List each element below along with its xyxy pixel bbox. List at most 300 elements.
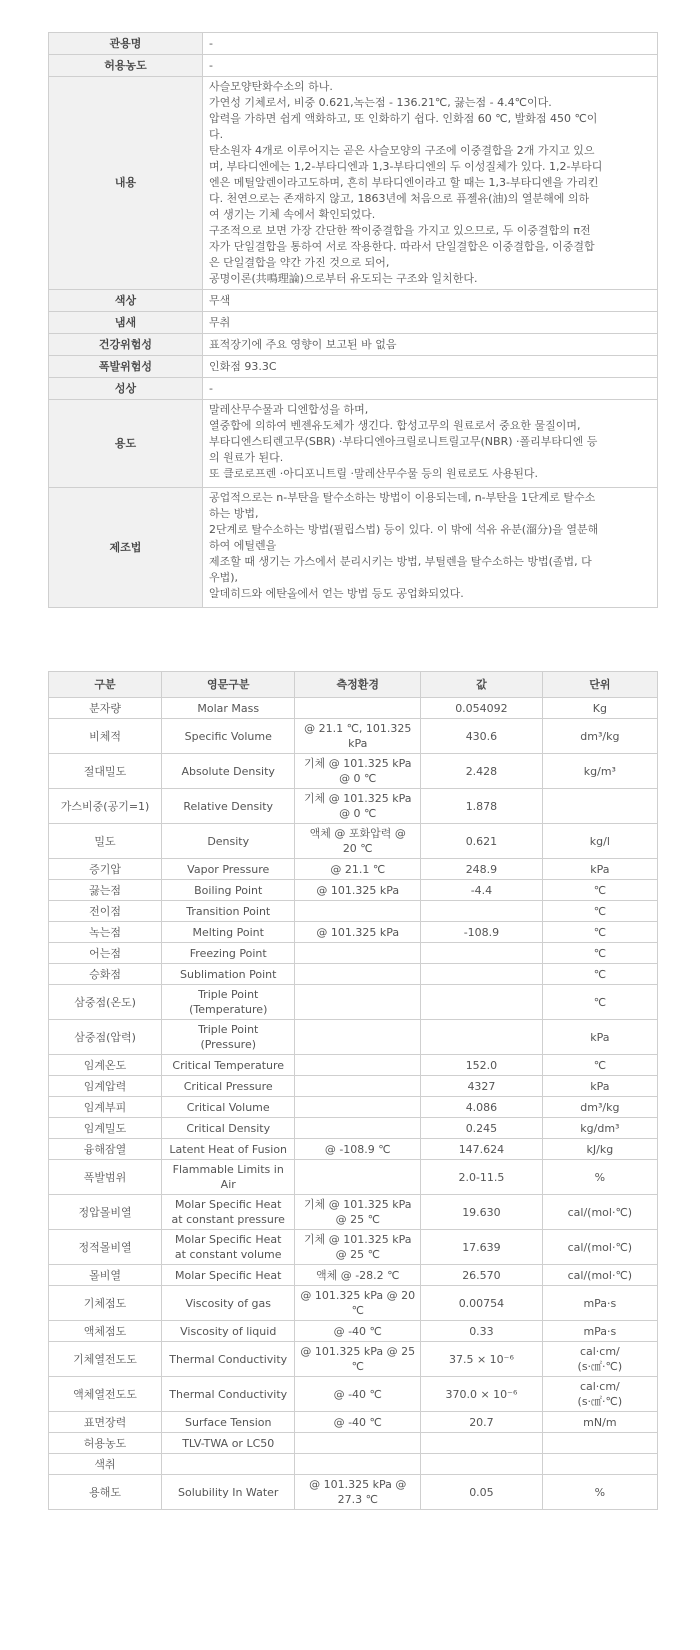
property-unit-line: mPa·s xyxy=(583,1324,617,1338)
property-value-line: 4.086 xyxy=(465,1100,498,1114)
property-korean-name: 전이점 xyxy=(49,901,162,922)
property-korean-name: 절대밀도 xyxy=(49,754,162,789)
property-condition xyxy=(295,1160,421,1195)
property-korean-name: 정압몰비열 xyxy=(49,1195,162,1230)
property-unit-line: ℃ xyxy=(593,883,607,897)
property-condition-line: @ 0 ℃ xyxy=(339,772,377,785)
property-row xyxy=(49,1097,658,1118)
property-english-name-line: Molar Mass xyxy=(197,701,260,715)
property-english-name-line: Triple Point xyxy=(198,988,259,1001)
property-unit-line: ℃ xyxy=(593,946,607,960)
info-value xyxy=(203,55,658,77)
property-english-name xyxy=(162,1265,295,1286)
property-english-name xyxy=(162,1433,295,1454)
property-english-name-line: Molar Specific Heat xyxy=(175,1233,282,1246)
property-unit xyxy=(542,1055,657,1076)
property-unit-line: % xyxy=(594,1485,606,1499)
property-row xyxy=(49,754,658,789)
info-line: 탄소원자 4개로 이루어지는 곧은 사슬모양의 구조에 이중결합을 2개 가지고 있으 xyxy=(209,144,595,157)
info-label: 건강위험성 xyxy=(49,334,203,356)
property-english-name-line: Viscosity of gas xyxy=(185,1296,271,1310)
property-row xyxy=(49,1377,658,1412)
property-english-name xyxy=(162,1020,295,1055)
property-value xyxy=(421,1342,543,1377)
property-unit xyxy=(542,1286,657,1321)
info-line: 다. 천연으로는 존재하지 않고, 1863년에 처음으로 퓨젤유(油)의 열분해에 의하 xyxy=(209,192,590,205)
property-table-body xyxy=(49,698,658,1510)
property-english-name-line: Triple Point xyxy=(198,1023,259,1036)
property-korean-name: 몰비열 xyxy=(49,1265,162,1286)
property-condition xyxy=(295,1230,421,1265)
info-value xyxy=(203,290,658,312)
property-condition xyxy=(295,1097,421,1118)
property-korean-name: 어는점 xyxy=(49,943,162,964)
property-value-line: 26.570 xyxy=(462,1268,501,1282)
info-value xyxy=(203,488,658,608)
property-condition-line: @ -40 ℃ xyxy=(333,1415,382,1429)
info-line: 며, 부타디엔에는 1,2-부타디엔과 1,3-부타디엔의 두 이성질체가 있다. 1,2-부타디 xyxy=(209,160,603,173)
property-row xyxy=(49,789,658,824)
property-english-name-line: Solubility In Water xyxy=(178,1485,279,1499)
property-english-name xyxy=(162,1412,295,1433)
info-line: - xyxy=(209,36,213,50)
header-unit: 단위 xyxy=(542,672,657,698)
property-condition xyxy=(295,1454,421,1475)
property-korean-name: 정적몰비열 xyxy=(49,1230,162,1265)
property-value xyxy=(421,922,543,943)
property-unit xyxy=(542,1195,657,1230)
header-condition: 측정환경 xyxy=(295,672,421,698)
info-table-body xyxy=(49,33,658,608)
property-english-name-line: Transition Point xyxy=(186,904,271,918)
info-row xyxy=(49,77,658,290)
property-condition xyxy=(295,1342,421,1377)
property-unit-line: kPa xyxy=(590,1079,610,1093)
property-korean-name: 폭발범위 xyxy=(49,1160,162,1195)
property-value-line: 17.639 xyxy=(462,1240,501,1254)
info-label: 내용 xyxy=(49,77,203,290)
property-korean-name: 색취 xyxy=(49,1454,162,1475)
property-english-name xyxy=(162,922,295,943)
property-condition-line: 액체 @ -28.2 ℃ xyxy=(315,1268,400,1282)
info-line: 무취 xyxy=(209,315,231,329)
property-unit-line: % xyxy=(594,1170,606,1184)
property-korean-name: 증기압 xyxy=(49,859,162,880)
info-row xyxy=(49,312,658,334)
property-condition-line: @ 101.325 kPa @ 20 xyxy=(300,1289,416,1302)
property-condition xyxy=(295,922,421,943)
property-english-name xyxy=(162,859,295,880)
property-row xyxy=(49,1118,658,1139)
property-value xyxy=(421,698,543,719)
property-header-row xyxy=(49,672,658,698)
property-korean-name: 녹는점 xyxy=(49,922,162,943)
property-unit-line: cal/(mol·℃) xyxy=(567,1205,633,1219)
property-english-name xyxy=(162,985,295,1020)
property-english-name-line: Molar Specific Heat xyxy=(175,1198,282,1211)
info-label: 용도 xyxy=(49,400,203,488)
property-english-name xyxy=(162,1076,295,1097)
property-condition-line: 기체 @ 101.325 kPa xyxy=(304,792,412,805)
property-english-name xyxy=(162,789,295,824)
info-line: 구조적으로 보면 가장 간단한 짝이중결합을 가지고 있으므로, 두 이중결합의 π전 xyxy=(209,224,591,237)
property-value-line: 0.054092 xyxy=(455,701,508,715)
property-value xyxy=(421,943,543,964)
info-value xyxy=(203,356,658,378)
header-value: 값 xyxy=(421,672,543,698)
info-value xyxy=(203,312,658,334)
property-value xyxy=(421,1160,543,1195)
property-unit xyxy=(542,922,657,943)
property-english-name-line: Thermal Conductivity xyxy=(169,1352,288,1366)
property-korean-name: 기체열전도도 xyxy=(49,1342,162,1377)
info-line: 부타디엔스티렌고무(SBR) ·부타디엔아크릴로니트릴고무(NBR) ·폴리부타디엔 등 xyxy=(209,435,598,448)
property-unit-line: ℃ xyxy=(593,1058,607,1072)
info-line: 하여 에틸렌을 xyxy=(209,539,277,552)
info-line: 가연성 기체로서, 비중 0.621,녹는점 - 136.21℃, 끓는점 - 4.4℃이다. xyxy=(209,96,552,109)
property-korean-name: 삼중점(압력) xyxy=(49,1020,162,1055)
info-label: 냄새 xyxy=(49,312,203,334)
property-unit-line: kg/l xyxy=(589,834,610,848)
property-condition xyxy=(295,1377,421,1412)
property-value xyxy=(421,1020,543,1055)
property-unit xyxy=(542,1139,657,1160)
property-condition xyxy=(295,1139,421,1160)
property-english-name-line: Thermal Conductivity xyxy=(169,1387,288,1401)
property-condition-line: @ 101.325 kPa xyxy=(316,883,400,897)
property-english-name-line: Vapor Pressure xyxy=(187,862,270,876)
property-condition xyxy=(295,1412,421,1433)
property-unit xyxy=(542,719,657,754)
property-condition xyxy=(295,1265,421,1286)
property-value-line: 37.5 × 10⁻⁶ xyxy=(448,1352,514,1366)
property-unit xyxy=(542,1265,657,1286)
property-unit xyxy=(542,754,657,789)
property-english-name-line: Surface Tension xyxy=(184,1415,272,1429)
property-unit xyxy=(542,824,657,859)
property-korean-name: 승화점 xyxy=(49,964,162,985)
property-value xyxy=(421,1412,543,1433)
property-unit-line: dm³/kg xyxy=(580,729,620,743)
property-condition xyxy=(295,901,421,922)
property-english-name xyxy=(162,1286,295,1321)
property-english-name xyxy=(162,943,295,964)
property-unit xyxy=(542,698,657,719)
property-unit xyxy=(542,1020,657,1055)
property-unit xyxy=(542,1454,657,1475)
property-unit-line: Kg xyxy=(592,701,607,715)
property-english-name xyxy=(162,719,295,754)
info-line: 또 클로로프렌 ·아디포니트릴 ·말레산무수물 등의 원료로도 사용된다. xyxy=(209,467,538,480)
property-condition xyxy=(295,824,421,859)
property-unit-line: (s·㎠·℃) xyxy=(577,1360,623,1373)
property-english-name xyxy=(162,1055,295,1076)
property-unit xyxy=(542,1475,657,1510)
property-value-line: 370.0 × 10⁻⁶ xyxy=(445,1387,518,1401)
property-value-line: 0.621 xyxy=(465,834,498,848)
property-english-name xyxy=(162,1475,295,1510)
property-unit xyxy=(542,1097,657,1118)
property-english-name-line: Critical Density xyxy=(186,1121,271,1135)
info-line: - xyxy=(209,58,213,72)
property-korean-name: 용해도 xyxy=(49,1475,162,1510)
property-condition xyxy=(295,1118,421,1139)
property-english-name-line: Critical Pressure xyxy=(183,1079,273,1093)
info-value xyxy=(203,400,658,488)
property-korean-name: 임계밀도 xyxy=(49,1118,162,1139)
property-condition xyxy=(295,1433,421,1454)
property-row xyxy=(49,719,658,754)
property-english-name-line: Relative Density xyxy=(183,799,274,813)
info-line: 사슬모양탄화수소의 하나. xyxy=(209,80,333,93)
property-value xyxy=(421,1076,543,1097)
property-english-name-line: Critical Temperature xyxy=(172,1058,285,1072)
property-value-line: 0.00754 xyxy=(458,1296,505,1310)
property-english-name xyxy=(162,1195,295,1230)
property-english-name-line: Density xyxy=(207,834,250,848)
info-row xyxy=(49,334,658,356)
property-condition xyxy=(295,1195,421,1230)
info-line: 공업적으로는 n-부탄을 탈수소하는 방법이 이용되는데, n-부탄을 1단계로 탈수소 xyxy=(209,491,596,504)
info-line: 말레산무수물과 디엔합성을 하며, xyxy=(209,403,369,416)
property-value-line: 4327 xyxy=(467,1079,496,1093)
property-condition xyxy=(295,698,421,719)
property-value xyxy=(421,1097,543,1118)
info-value xyxy=(203,378,658,400)
property-condition xyxy=(295,1286,421,1321)
property-unit-line: ℃ xyxy=(593,904,607,918)
property-value xyxy=(421,901,543,922)
property-unit xyxy=(542,1160,657,1195)
property-unit xyxy=(542,943,657,964)
property-english-name-line: at constant pressure xyxy=(171,1213,285,1226)
info-row xyxy=(49,378,658,400)
property-unit-line: cal·cm/ xyxy=(579,1345,620,1358)
property-condition xyxy=(295,943,421,964)
property-english-name-line: Melting Point xyxy=(192,925,264,939)
property-value xyxy=(421,1055,543,1076)
property-condition-line: kPa xyxy=(348,737,368,750)
property-value xyxy=(421,1230,543,1265)
property-unit xyxy=(542,1321,657,1342)
property-english-name-line: at constant volume xyxy=(174,1248,282,1261)
info-row xyxy=(49,400,658,488)
property-value-line: 2.428 xyxy=(465,764,498,778)
property-english-name-line: Viscosity of liquid xyxy=(180,1324,277,1338)
property-row xyxy=(49,985,658,1020)
property-unit xyxy=(542,859,657,880)
property-english-name-line: Latent Heat of Fusion xyxy=(169,1142,288,1156)
property-value-line: 248.9 xyxy=(465,862,498,876)
property-condition-line: 기체 @ 101.325 kPa xyxy=(304,1233,412,1246)
property-value xyxy=(421,719,543,754)
property-value-line: 20.7 xyxy=(469,1415,494,1429)
property-value xyxy=(421,1195,543,1230)
property-korean-name: 표면장력 xyxy=(49,1412,162,1433)
property-row xyxy=(49,859,658,880)
property-value-line: 0.05 xyxy=(469,1485,494,1499)
property-value xyxy=(421,985,543,1020)
info-line: 엔은 메틸알렌이라고도하며, 흔히 부타디엔이라고 할 때는 1,3-부타디엔을 가리킨 xyxy=(209,176,599,189)
property-value xyxy=(421,1475,543,1510)
property-condition-line: @ -40 ℃ xyxy=(333,1324,382,1338)
property-row xyxy=(49,1160,658,1195)
property-condition xyxy=(295,964,421,985)
property-condition-line: @ 0 ℃ xyxy=(339,807,377,820)
property-unit xyxy=(542,985,657,1020)
property-condition-line: @ -108.9 ℃ xyxy=(324,1142,391,1156)
property-row xyxy=(49,1342,658,1377)
property-unit-line: kg/m³ xyxy=(583,764,616,778)
property-korean-name: 임계압력 xyxy=(49,1076,162,1097)
property-korean-name: 허용농도 xyxy=(49,1433,162,1454)
info-label: 폭발위험성 xyxy=(49,356,203,378)
info-line: 자가 단일결합을 통하여 서로 작용한다. 따라서 단일결합은 이중결합을, 이중결합 xyxy=(209,240,595,253)
property-english-name xyxy=(162,1139,295,1160)
property-condition-line: 기체 @ 101.325 kPa xyxy=(304,757,412,770)
property-row xyxy=(49,922,658,943)
property-value xyxy=(421,1265,543,1286)
property-english-name xyxy=(162,1230,295,1265)
property-english-name xyxy=(162,901,295,922)
property-unit xyxy=(542,1230,657,1265)
property-value-line: -4.4 xyxy=(470,883,493,897)
property-korean-name: 융해잠열 xyxy=(49,1139,162,1160)
property-condition-line: @ -40 ℃ xyxy=(333,1387,382,1401)
info-line: - xyxy=(209,381,213,395)
property-row xyxy=(49,901,658,922)
property-value-line: 147.624 xyxy=(458,1142,505,1156)
property-english-name xyxy=(162,1377,295,1412)
property-condition-line: 액체 @ 포화압력 @ xyxy=(309,827,406,840)
property-unit-line: cal/(mol·℃) xyxy=(567,1240,633,1254)
property-english-name xyxy=(162,1097,295,1118)
info-line: 표적장기에 주요 영향이 보고된 바 없음 xyxy=(209,337,397,351)
property-condition xyxy=(295,1475,421,1510)
property-condition-line: @ 101.325 kPa xyxy=(316,925,400,939)
property-row xyxy=(49,1412,658,1433)
property-korean-name: 액체점도 xyxy=(49,1321,162,1342)
property-value xyxy=(421,1433,543,1454)
property-value xyxy=(421,964,543,985)
property-unit xyxy=(542,1118,657,1139)
property-korean-name: 밀도 xyxy=(49,824,162,859)
property-value-line: 0.33 xyxy=(469,1324,494,1338)
property-condition-line: ℃ xyxy=(351,1304,364,1317)
property-condition-line: 기체 @ 101.325 kPa xyxy=(304,1198,412,1211)
property-unit xyxy=(542,901,657,922)
property-korean-name: 기체점도 xyxy=(49,1286,162,1321)
property-row xyxy=(49,1076,658,1097)
property-value xyxy=(421,1286,543,1321)
property-value xyxy=(421,1377,543,1412)
property-condition xyxy=(295,789,421,824)
property-english-name xyxy=(162,754,295,789)
property-unit xyxy=(542,964,657,985)
property-english-name xyxy=(162,880,295,901)
property-table xyxy=(48,671,658,1510)
property-row xyxy=(49,1475,658,1510)
property-unit-line: (s·㎠·℃) xyxy=(577,1395,623,1408)
property-row xyxy=(49,1433,658,1454)
property-condition xyxy=(295,985,421,1020)
info-label: 색상 xyxy=(49,290,203,312)
property-condition-line: 27.3 ℃ xyxy=(337,1493,378,1506)
property-english-name xyxy=(162,1118,295,1139)
property-english-name-line: Specific Volume xyxy=(184,729,272,743)
info-line: 다. xyxy=(209,128,224,141)
property-condition xyxy=(295,754,421,789)
property-unit xyxy=(542,1076,657,1097)
property-english-name-line: Critical Volume xyxy=(186,1100,270,1114)
property-english-name-line: (Temperature) xyxy=(189,1003,268,1016)
property-condition xyxy=(295,859,421,880)
property-row xyxy=(49,1139,658,1160)
property-condition-line: @ 25 ℃ xyxy=(335,1213,380,1226)
property-condition xyxy=(295,1076,421,1097)
info-row xyxy=(49,33,658,55)
property-unit-line: ℃ xyxy=(593,967,607,981)
property-condition-line: @ 25 ℃ xyxy=(335,1248,380,1261)
property-row xyxy=(49,964,658,985)
info-line: 의 원료가 된다. xyxy=(209,451,284,464)
info-row xyxy=(49,356,658,378)
info-line: 압력을 가하면 쉽게 액화하고, 또 인화하기 쉽다. 인화점 60 ℃, 발화점 450 ℃이 xyxy=(209,112,598,125)
info-table xyxy=(48,32,658,608)
property-korean-name: 끓는점 xyxy=(49,880,162,901)
property-english-name xyxy=(162,1342,295,1377)
info-line: 여 생기는 기체 속에서 확인되었다. xyxy=(209,208,376,221)
property-english-name-line: Freezing Point xyxy=(189,946,267,960)
property-english-name xyxy=(162,698,295,719)
property-korean-name: 임계부피 xyxy=(49,1097,162,1118)
property-unit xyxy=(542,1377,657,1412)
info-label: 성상 xyxy=(49,378,203,400)
property-row xyxy=(49,1020,658,1055)
property-korean-name: 가스비중(공기=1) xyxy=(49,789,162,824)
info-line: 2단계로 탈수소하는 방법(필립스법) 등이 있다. 이 밖에 석유 유분(溜分)을 열분해 xyxy=(209,523,599,536)
property-value xyxy=(421,1454,543,1475)
property-value-line: 1.878 xyxy=(465,799,498,813)
property-value-line: 2.0-11.5 xyxy=(458,1170,505,1184)
property-english-name-line: TLV-TWA or LC50 xyxy=(182,1436,275,1450)
info-line: 알데히드와 에탄올에서 얻는 방법 등도 공업화되었다. xyxy=(209,587,464,600)
property-unit-line: cal·cm/ xyxy=(579,1380,620,1393)
info-line: 인화점 93.3C xyxy=(209,359,277,373)
info-value xyxy=(203,33,658,55)
property-unit-line: ℃ xyxy=(593,995,607,1009)
property-unit-line: kJ/kg xyxy=(586,1142,614,1156)
property-english-name xyxy=(162,1454,295,1475)
info-row xyxy=(49,55,658,77)
info-line: 하는 방법, xyxy=(209,507,259,520)
property-condition xyxy=(295,880,421,901)
property-value xyxy=(421,1139,543,1160)
property-row xyxy=(49,1195,658,1230)
property-english-name-line: (Pressure) xyxy=(200,1038,257,1051)
property-unit-line: dm³/kg xyxy=(580,1100,620,1114)
property-value-line: 430.6 xyxy=(465,729,498,743)
info-row xyxy=(49,488,658,608)
property-row xyxy=(49,1055,658,1076)
property-value-line: 0.245 xyxy=(465,1121,498,1135)
property-english-name xyxy=(162,964,295,985)
property-value xyxy=(421,1321,543,1342)
property-condition xyxy=(295,1321,421,1342)
property-value-line: -108.9 xyxy=(463,925,500,939)
property-condition xyxy=(295,719,421,754)
info-label: 제조법 xyxy=(49,488,203,608)
